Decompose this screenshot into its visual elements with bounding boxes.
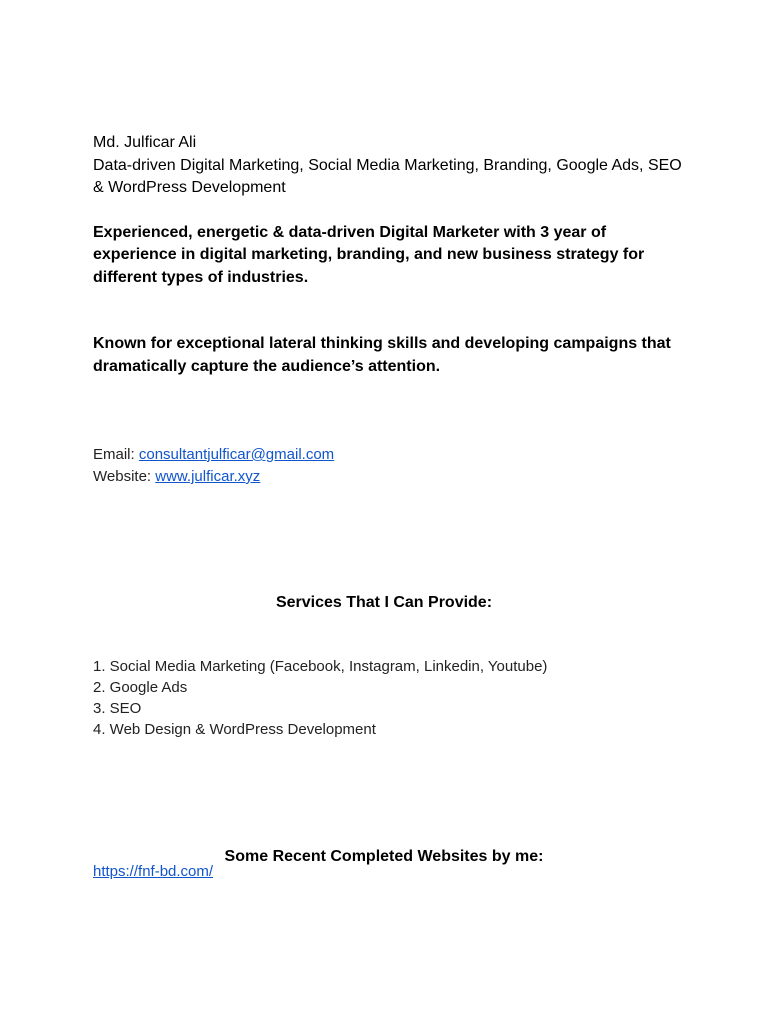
list-item: 3. SEO — [93, 700, 142, 717]
document-body — [93, 132, 683, 488]
services-heading: Services That I Can Provide: — [275, 594, 493, 611]
email-link[interactable]: consultantjulficar@gmail.com — [138, 446, 335, 463]
website-link[interactable]: www.julficar.xyz — [155, 468, 261, 485]
author-name: Md. Julficar Ali — [93, 134, 197, 151]
email-label: Email: — [93, 446, 135, 463]
contact-section — [93, 444, 683, 488]
email-line — [93, 444, 683, 466]
list-item: 4. Web Design & WordPress Development — [93, 721, 376, 738]
list-item: 1. Social Media Marketing (Facebook, Instagram, Linkedin, Youtube) — [93, 658, 548, 675]
recent-websites-heading: Some Recent Completed Websites by me: — [224, 848, 544, 865]
summary-paragraph: Experienced, energetic & data-driven Digital Marketer with 3 year of experience in digital marketing, branding, and new business strategy for different types of industries. — [93, 223, 645, 286]
services-list — [93, 656, 547, 740]
recent-website-link[interactable]: https://fnf-bd.com/ — [93, 863, 214, 880]
known-for-paragraph: Known for exceptional lateral thinking skills and developing campaigns that dramatically capture the audience’s attention. — [93, 335, 671, 375]
author-tagline: Data-driven Digital Marketing, Social Media Marketing, Branding, Google Ads, SEO & WordPress Development — [93, 156, 682, 196]
website-line — [93, 466, 683, 488]
list-item: 2. Google Ads — [93, 679, 188, 696]
website-label: Website: — [93, 468, 152, 485]
